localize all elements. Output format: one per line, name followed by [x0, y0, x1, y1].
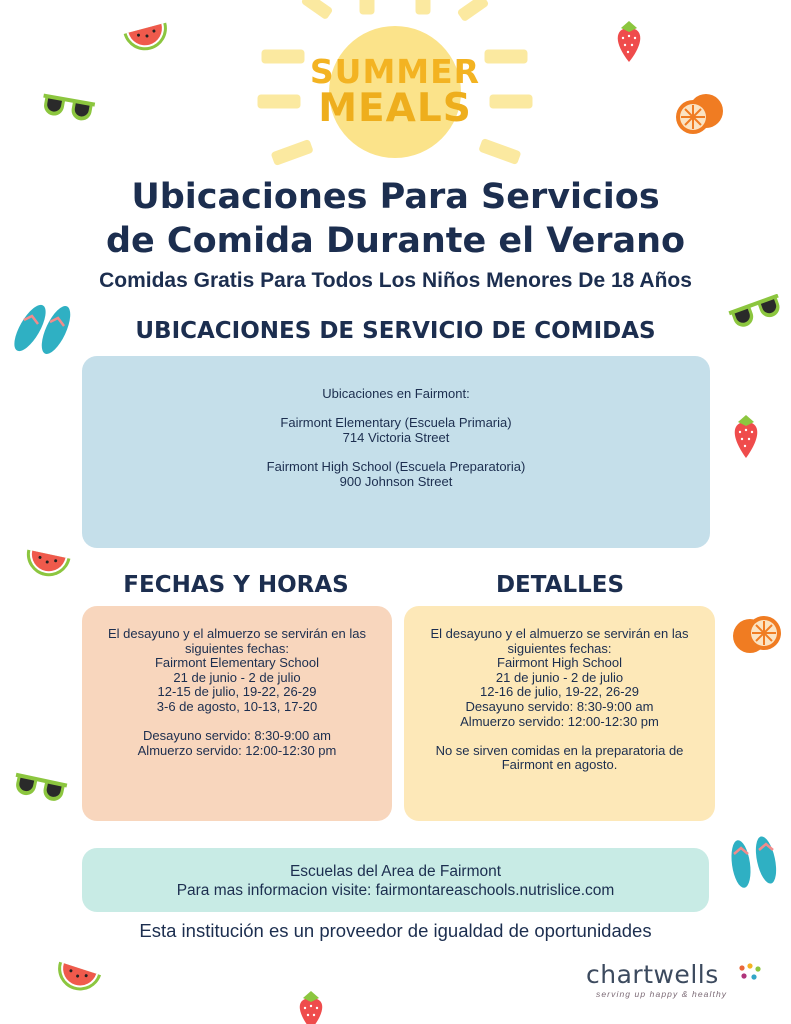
watermelon-icon [52, 960, 102, 996]
info-box [82, 848, 709, 912]
details-heading: DETALLES [495, 572, 625, 598]
locations-intro: Ubicaciones en Fairmont: [322, 386, 470, 401]
dates-line: Almuerzo servido: 12:00-12:30 pm [137, 742, 337, 758]
details-line: 12-16 de julio, 19-22, 26-29 [479, 684, 639, 700]
site-address: 714 Victoria Street [342, 429, 450, 445]
details-line: Almuerzo servido: 12:00-12:30 pm [460, 713, 659, 729]
flip-flops-icon [10, 298, 74, 358]
details-box [404, 606, 715, 821]
locations-heading: UBICACIONES DE SERVICIO DE COMIDAS [135, 318, 656, 344]
equal-opportunity-statement: Esta institución es un proveedor de igualdad de oportunidades [139, 920, 652, 941]
site-name: Fairmont High School (Escuela Preparatoria) [266, 458, 526, 474]
page-title [0, 175, 791, 263]
dates-line: Desayuno servido: 8:30-9:00 am [143, 728, 331, 744]
brand-tagline: serving up happy & healthy [596, 989, 728, 999]
dates-box [82, 606, 392, 821]
dates-line: El desayuno y el almuerzo se servirán en las [108, 626, 366, 641]
details-line: El desayuno y el almuerzo se servirán en las [430, 626, 689, 641]
watermelon-icon [122, 20, 172, 52]
orange-icon [674, 92, 726, 136]
details-line [416, 729, 703, 744]
sunglasses-icon [40, 92, 96, 122]
brand-dots-icon [736, 962, 764, 986]
details-line: Fairmont en agosto. [501, 757, 618, 773]
strawberry-icon [727, 412, 765, 460]
summer-meals-logo [250, 0, 540, 175]
locations-box [82, 356, 710, 548]
dates-line: siguientes fechas: [184, 640, 290, 656]
details-line: Desayuno servido: 8:30-9:00 am [465, 698, 654, 714]
page-subtitle: Comidas Gratis Para Todos Los Niños Menores De 18 Años [99, 269, 692, 292]
sunglasses-icon [728, 294, 784, 328]
strawberry-icon [292, 990, 330, 1024]
strawberry-icon [610, 18, 648, 64]
details-line: siguientes fechas: [507, 640, 612, 656]
site-address: 900 Johnson Street [339, 473, 453, 489]
dates-line [94, 715, 380, 730]
title-line-2: de Comida Durante el Verano [105, 221, 686, 261]
orange-icon [730, 614, 784, 656]
brand-name: chartwells [586, 960, 719, 989]
dates-line: 21 de junio - 2 de julio [173, 669, 301, 685]
chartwells-logo [586, 960, 776, 1002]
logo-line-summer: SUMMER [309, 52, 481, 91]
info-website-line: Para mas informacion visite: fairmontareaschools.nutrislice.com [176, 882, 615, 899]
dates-line: 3-6 de agosto, 10-13, 17-20 [156, 698, 318, 714]
dates-line: 12-15 de julio, 19-22, 26-29 [157, 684, 317, 700]
details-line: Fairmont High School [497, 655, 622, 671]
flip-flops-icon [726, 830, 782, 894]
dates-heading: FECHAS Y HORAS [123, 572, 349, 598]
logo-line-meals: MEALS [318, 86, 472, 131]
watermelon-icon [22, 546, 72, 580]
title-line-1: Ubicaciones Para Servicios [131, 177, 660, 217]
dates-line: Fairmont Elementary School [154, 655, 319, 671]
details-line: No se sirven comidas en la preparatoria de [435, 742, 684, 758]
info-schools-line: Escuelas del Area de Fairmont [289, 863, 502, 880]
sunglasses-icon [12, 770, 68, 804]
site-name: Fairmont Elementary (Escuela Primaria) [280, 415, 512, 431]
details-line: 21 de junio - 2 de julio [495, 669, 624, 685]
